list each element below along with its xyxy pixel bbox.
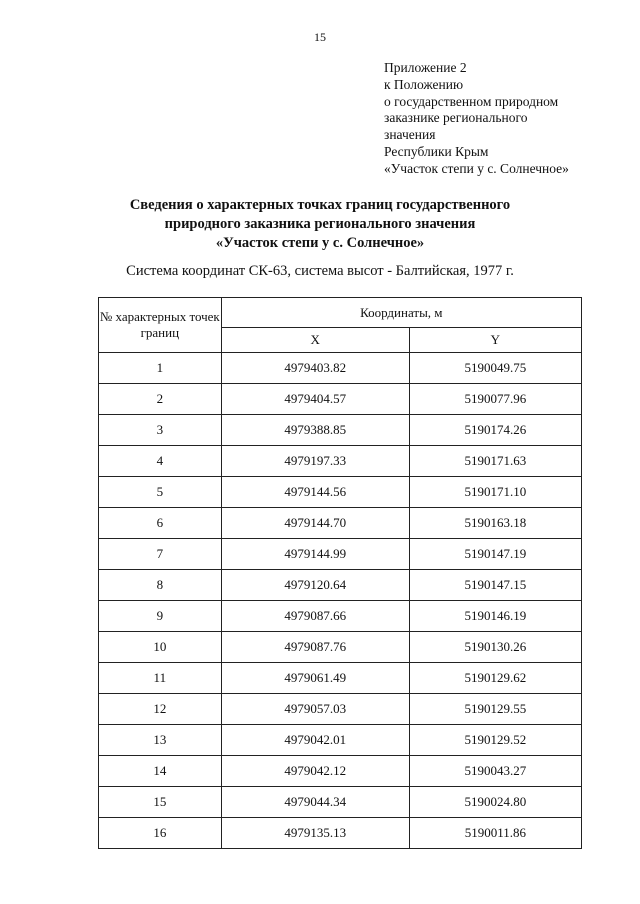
y-coordinate-cell: 5190130.26 — [409, 632, 581, 663]
y-coordinate-cell: 5190147.19 — [409, 539, 581, 570]
point-number-cell: 2 — [99, 384, 222, 415]
y-coordinate-cell: 5190129.55 — [409, 694, 581, 725]
point-number-cell: 6 — [99, 508, 222, 539]
y-coordinate-cell: 5190011.86 — [409, 818, 581, 849]
appendix-line: значения — [384, 127, 436, 143]
table-row — [99, 818, 582, 849]
y-coordinate-cell: 5190171.10 — [409, 477, 581, 508]
table-row — [99, 787, 582, 818]
point-number-cell: 15 — [99, 787, 222, 818]
point-number-cell: 7 — [99, 539, 222, 570]
x-coordinate-cell: 4979042.12 — [221, 756, 409, 787]
x-coordinate-cell: 4979044.34 — [221, 787, 409, 818]
y-coordinate-cell: 5190077.96 — [409, 384, 581, 415]
title-line: природного заказника регионального значения — [164, 216, 476, 232]
table-row — [99, 601, 582, 632]
y-coordinate-cell: 5190129.52 — [409, 725, 581, 756]
point-number-cell: 1 — [99, 353, 222, 384]
appendix-line: Приложение 2 — [384, 60, 467, 75]
x-coordinate-cell: 4979061.49 — [221, 663, 409, 694]
y-coordinate-cell: 5190171.63 — [409, 446, 581, 477]
table-row — [99, 570, 582, 601]
appendix-line: «Участок степи у с. Солнечное» — [384, 160, 569, 176]
appendix-line: Республики Крым — [384, 143, 489, 159]
coordinate-system-note: Система координат СК-63, система высот - Балтийская, 1977 г. — [126, 263, 514, 279]
title-line: «Участок степи у с. Солнечное» — [215, 235, 425, 251]
point-number-cell: 9 — [99, 601, 222, 632]
coordinates-table — [98, 297, 582, 849]
x-coordinate-cell: 4979388.85 — [221, 415, 409, 446]
x-coordinate-cell: 4979144.99 — [221, 539, 409, 570]
table-body — [99, 353, 582, 849]
point-number-cell: 8 — [99, 570, 222, 601]
y-coordinate-cell: 5190043.27 — [409, 756, 581, 787]
table-row — [99, 756, 582, 787]
document-title — [0, 196, 640, 253]
y-coordinate-cell: 5190146.19 — [409, 601, 581, 632]
x-coordinate-cell: 4979087.76 — [221, 632, 409, 663]
point-number-cell: 11 — [99, 663, 222, 694]
table-row — [99, 632, 582, 663]
x-coordinate-cell: 4979404.57 — [221, 384, 409, 415]
column-header-coordinates: Координаты, м — [221, 298, 581, 328]
point-number-cell: 4 — [99, 446, 222, 477]
point-number-cell: 12 — [99, 694, 222, 725]
x-coordinate-cell: 4979057.03 — [221, 694, 409, 725]
table-row — [99, 694, 582, 725]
y-coordinate-cell: 5190049.75 — [409, 353, 581, 384]
y-coordinate-cell: 5190129.62 — [409, 663, 581, 694]
title-line: Сведения о характерных точках границ государственного — [129, 197, 511, 213]
x-coordinate-cell: 4979144.70 — [221, 508, 409, 539]
appendix-line: о государственном природном — [384, 93, 559, 109]
table-row — [99, 446, 582, 477]
table-row — [99, 477, 582, 508]
point-number-cell: 5 — [99, 477, 222, 508]
point-number-cell: 14 — [99, 756, 222, 787]
table-row — [99, 725, 582, 756]
column-header-x: X — [221, 328, 409, 353]
table-row — [99, 663, 582, 694]
point-number-cell: 10 — [99, 632, 222, 663]
point-number-cell: 16 — [99, 818, 222, 849]
x-coordinate-cell: 4979403.82 — [221, 353, 409, 384]
table-row — [99, 508, 582, 539]
x-coordinate-cell: 4979042.01 — [221, 725, 409, 756]
table-row — [99, 353, 582, 384]
table-row — [99, 539, 582, 570]
y-coordinate-cell: 5190147.15 — [409, 570, 581, 601]
point-number-cell: 3 — [99, 415, 222, 446]
x-coordinate-cell: 4979144.56 — [221, 477, 409, 508]
table-row — [99, 415, 582, 446]
appendix-line: заказнике регионального — [384, 110, 528, 126]
x-coordinate-cell: 4979120.64 — [221, 570, 409, 601]
x-coordinate-cell: 4979197.33 — [221, 446, 409, 477]
page-number: 15 — [314, 30, 326, 44]
y-coordinate-cell: 5190163.18 — [409, 508, 581, 539]
x-coordinate-cell: 4979087.66 — [221, 601, 409, 632]
appendix-header — [384, 60, 634, 178]
appendix-line: к Положению — [384, 76, 464, 92]
column-header-y: Y — [409, 328, 581, 353]
y-coordinate-cell: 5190024.80 — [409, 787, 581, 818]
table-row — [99, 384, 582, 415]
y-coordinate-cell: 5190174.26 — [409, 415, 581, 446]
x-coordinate-cell: 4979135.13 — [221, 818, 409, 849]
point-number-cell: 13 — [99, 725, 222, 756]
column-header-point-number: № характерных точек границ — [99, 298, 222, 353]
